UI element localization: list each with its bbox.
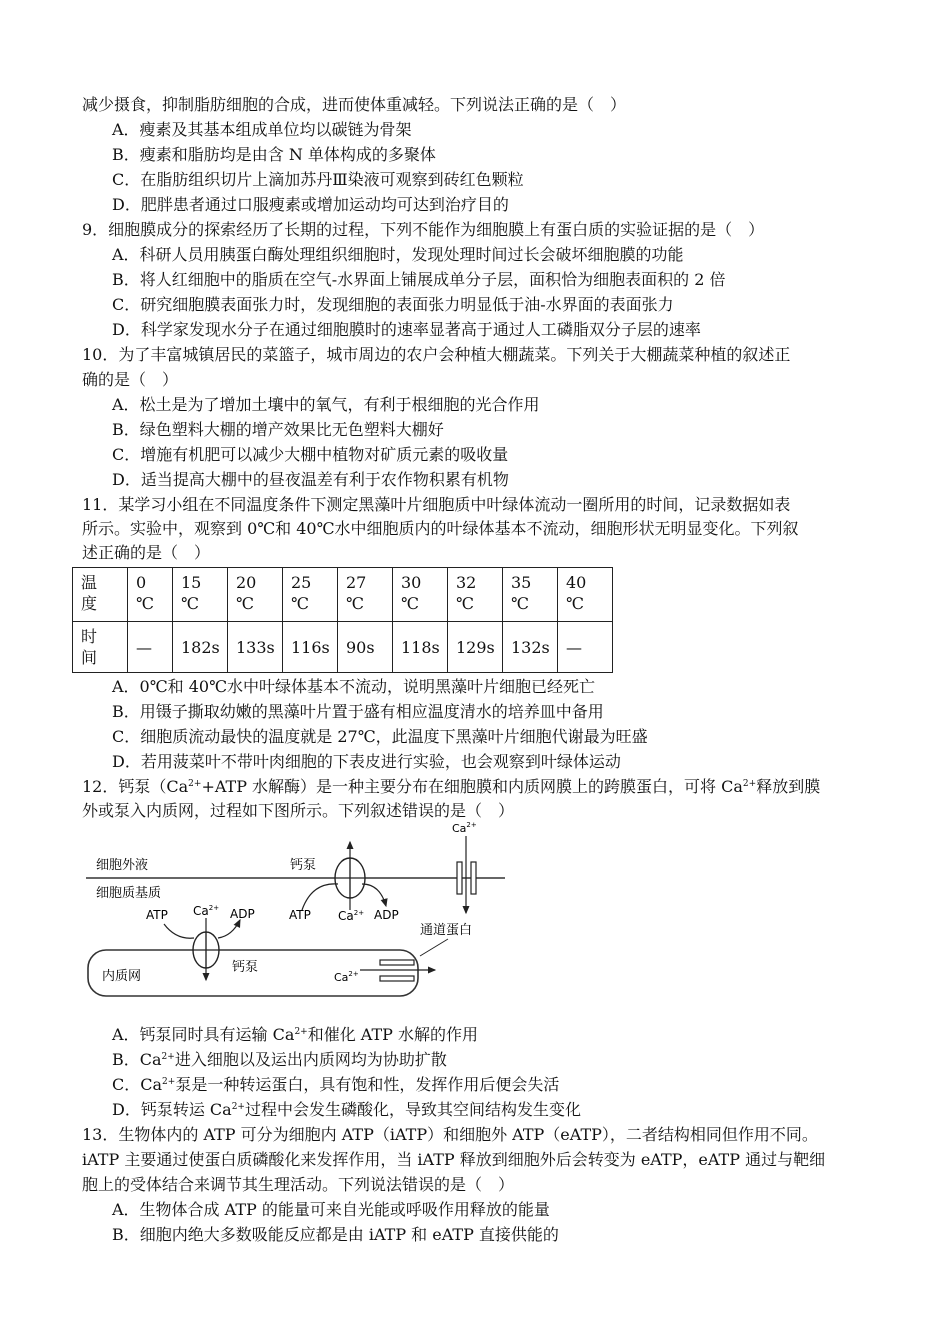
q9-stem: 9．细胞膜成分的探索经历了长期的过程，下列不能作为细胞膜上有蛋白质的实验证据的是（ ） <box>82 220 765 239</box>
table-row <box>73 568 613 622</box>
q10-stem-line1: 10．为了丰富城镇居民的菜篮子，城市周边的农户会种植大棚蔬菜。下列关于大棚蔬菜种植的叙述正 <box>82 345 791 364</box>
q12-option-a: A．钙泵同时具有运输 $Ca^{2+}$和催化 ATP 水解的作用 <box>112 1025 479 1044</box>
temperature-time-table <box>72 567 613 673</box>
q12-stem-line2: 外或泵入内质网，过程如下图所示。下列叙述错误的是（ ） <box>82 801 515 820</box>
pump-label-top: 钙泵 <box>290 858 317 873</box>
q13-stem-line2: iATP 主要通过使蛋白质磷酸化来发挥作用，当 iATP 释放到细胞外后会转变为 eATP，eATP 通过与靶细 <box>82 1150 826 1169</box>
q9-option-c: C．研究细胞膜表面张力时，发现细胞的表面张力明显低于油-水界面的表面张力 <box>112 295 674 314</box>
er-adp-label: ADP <box>230 907 255 921</box>
er-channel-bottom <box>380 976 414 981</box>
q8-stem: 减少摄食，抑制脂肪细胞的合成，进而使体重减轻。下列说法正确的是（ ） <box>82 95 627 114</box>
channel-protein-label: 通道蛋白 <box>420 923 473 938</box>
row-label-temperature: 温 度 <box>73 568 128 622</box>
pump-label-er: 钙泵 <box>232 960 259 975</box>
q12-option-b: B．$Ca^{2+}$进入细胞以及运出内质网均为协助扩散 <box>112 1050 447 1069</box>
row-label-time: 时 间 <box>73 622 128 673</box>
table-cell: 0 ℃ <box>128 568 173 622</box>
table-cell: — <box>558 622 613 673</box>
q11-option-c: C．细胞质流动最快的温度就是 27℃，此温度下黑藻叶片细胞代谢最为旺盛 <box>112 727 648 746</box>
table-cell: 129s <box>448 622 503 673</box>
q10-stem-line2: 确的是（ ） <box>82 370 179 389</box>
q12-option-c: C．$Ca^{2+}$泵是一种转运蛋白，具有饱和性，发挥作用后便会失活 <box>112 1075 560 1094</box>
ca-ion-top-label: $Ca^{2+}$ <box>452 821 477 835</box>
table-cell: 27 ℃ <box>338 568 393 622</box>
table-cell: 40 ℃ <box>558 568 613 622</box>
q12-option-d: D．钙泵转运 $Ca^{2+}$过程中会发生磷酸化，导致其空间结构发生变化 <box>112 1100 581 1119</box>
er-label: 内质网 <box>102 969 142 984</box>
q10-option-a: A．松土是为了增加土壤中的氧气，有利于根细胞的光合作用 <box>112 395 540 414</box>
table-cell: 118s <box>393 622 448 673</box>
q9-option-b: B．将人红细胞中的脂质在空气-水界面上铺展成单分子层，面积恰为细胞表面积的 2 倍 <box>112 270 726 289</box>
q8-option-d: D．肥胖患者通过口服瘦素或增加运动均可达到治疗目的 <box>112 195 509 214</box>
atp-label: ATP <box>289 908 311 922</box>
table-cell: 116s <box>283 622 338 673</box>
adp-label: ADP <box>374 908 399 922</box>
q11-option-a: A．0℃和 40℃水中叶绿体基本不流动，说明黑藻叶片细胞已经死亡 <box>112 677 595 696</box>
ca-ion-label: $Ca^{2+}$ <box>338 909 365 923</box>
table-cell: 30 ℃ <box>393 568 448 622</box>
table-cell: 133s <box>228 622 283 673</box>
q11-stem-line3: 述正确的是（ ） <box>82 543 211 562</box>
table-cell: 25 ℃ <box>283 568 338 622</box>
q10-option-b: B．绿色塑料大棚的增产效果比无色塑料大棚好 <box>112 420 444 439</box>
extracellular-label: 细胞外液 <box>96 858 149 873</box>
table-cell: 20 ℃ <box>228 568 283 622</box>
cytoplasm-label: 细胞质基质 <box>96 886 162 901</box>
q11-stem-line2: 所示。实验中，观察到 0℃和 40℃水中细胞质内的叶绿体基本不流动，细胞形状无明显变化。下列叙 <box>82 519 799 538</box>
er-atp-label: ATP <box>146 908 168 922</box>
q10-option-c: C．增施有机肥可以减少大棚中植物对矿质元素的吸收量 <box>112 445 509 464</box>
q8-option-b: B．瘦素和脂肪均是由含 N 单体构成的多聚体 <box>112 145 436 164</box>
table-cell: 182s <box>173 622 228 673</box>
q9-option-a: A．科研人员用胰蛋白酶处理组织细胞时，发现处理时间过长会破坏细胞膜的功能 <box>112 245 684 264</box>
q10-option-d: D．适当提高大棚中的昼夜温差有利于农作物积累有机物 <box>112 470 509 489</box>
q13-stem-line1: 13．生物体内的 ATP 可分为细胞内 ATP（iATP）和细胞外 ATP（eATP），二者结构相同但作用不同。 <box>82 1125 818 1144</box>
table-cell: 90s <box>338 622 393 673</box>
table-cell: — <box>128 622 173 673</box>
er-channel-top <box>380 960 414 965</box>
q13-option-b: B．细胞内绝大多数吸能反应都是由 iATP 和 eATP 直接供能的 <box>112 1225 559 1244</box>
q11-stem-line1: 11．某学习小组在不同温度条件下测定黑藻叶片细胞质中叶绿体流动一圈所用的时间，记录数据如表 <box>82 495 791 514</box>
q11-option-b: B．用镊子撕取幼嫩的黑藻叶片置于盛有相应温度清水的培养皿中备用 <box>112 702 604 721</box>
q8-option-a: A．瘦素及其基本组成单位均以碳链为骨架 <box>112 120 412 139</box>
table-cell: 35 ℃ <box>503 568 558 622</box>
table-cell: 132s <box>503 622 558 673</box>
q12-stem-line1: 12．钙泵（$Ca^{2+}+ATP$ 水解酶）是一种主要分布在细胞膜和内质网膜上的跨膜蛋白，可将 $Ca^{2+}$释放到膜 <box>82 777 821 796</box>
table-row <box>73 622 613 673</box>
table-cell: 15 ℃ <box>173 568 228 622</box>
channel-protein-left <box>457 862 462 894</box>
er-ca-ion-label: $Ca^{2+}$ <box>193 904 220 918</box>
q13-option-a: A．生物体合成 ATP 的能量可来自光能或呼吸作用释放的能量 <box>112 1200 550 1219</box>
calcium-pump-diagram <box>80 818 520 1006</box>
q13-stem-line3: 胞上的受体结合来调节其生理活动。下列说法错误的是（ ） <box>82 1175 515 1194</box>
er-ca-inside-label: $Ca^{2+}$ <box>334 970 359 984</box>
q9-option-d: D．科学家发现水分子在通过细胞膜时的速率显著高于通过人工磷脂双分子层的速率 <box>112 320 701 339</box>
q8-option-c: C．在脂肪组织切片上滴加苏丹Ⅲ染液可观察到砖红色颗粒 <box>112 170 524 189</box>
table-cell: 32 ℃ <box>448 568 503 622</box>
channel-protein-right <box>471 862 476 894</box>
q11-option-d: D．若用菠菜叶不带叶肉细胞的下表皮进行实验，也会观察到叶绿体运动 <box>112 752 621 771</box>
